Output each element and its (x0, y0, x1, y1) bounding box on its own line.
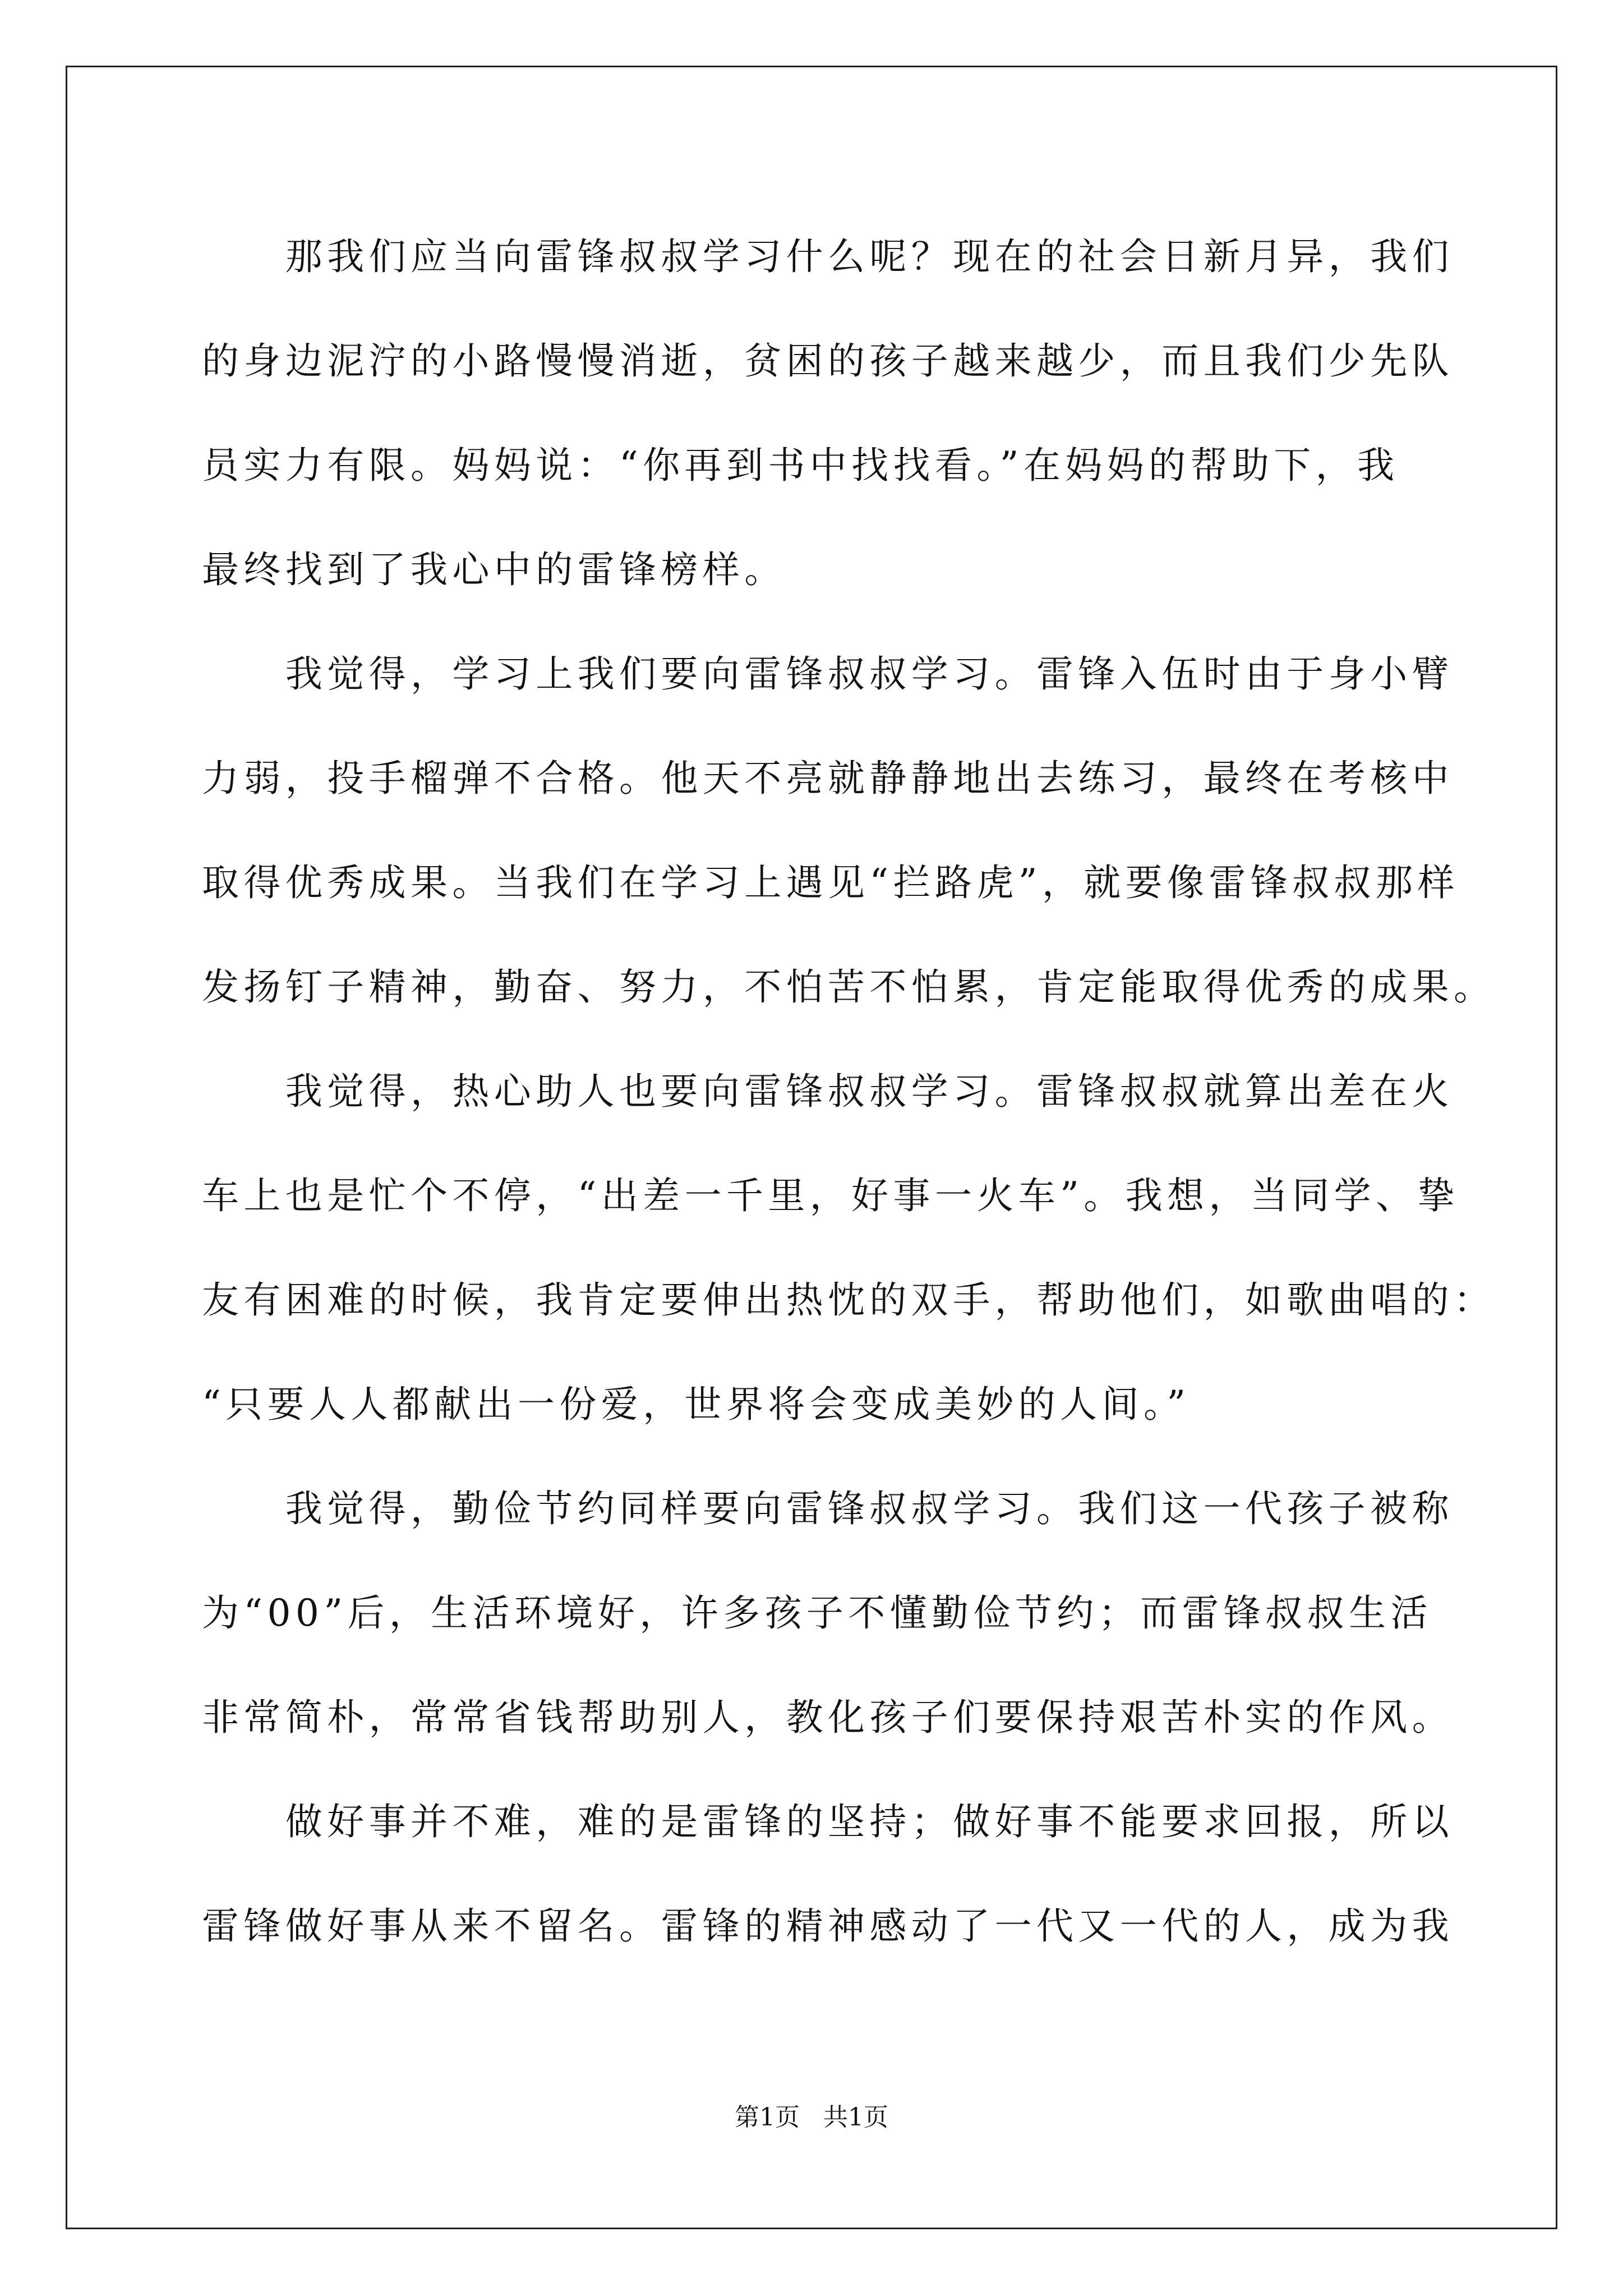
text-line: 取得优秀成果。当我们在学习上遇见“拦路虎”，就要像雷锋叔叔那样 (202, 861, 1459, 904)
page-footer: 第1页 共1页 (735, 2103, 888, 2132)
text-line: 的身边泥泞的小路慢慢消逝，贫困的孩子越来越少，而且我们少先队 (202, 339, 1454, 383)
text-line: 车上也是忙个不停，“出差一千里，好事一火车”。我想，当同学、挚 (202, 1174, 1459, 1217)
text-line: 雷锋做好事从来不留名。雷锋的精神感动了一代又一代的人，成为我 (202, 1904, 1454, 1948)
text-line: 我觉得，学习上我们要向雷锋叔叔学习。雷锋入伍时由于身小臂 (202, 652, 1454, 696)
text-line: “只要人人都献出一份爱，世界将会变成美妙的人间。” (202, 1383, 1191, 1426)
text-line: 发扬钉子精神，勤奋、努力，不怕苦不怕累，肯定能取得优秀的成果。 (202, 965, 1496, 1009)
text-line: 非常简朴，常常省钱帮助别人，教化孩子们要保持艰苦朴实的作风。 (202, 1696, 1454, 1739)
text-line: 力弱，投手榴弹不合格。他天不亮就静静地出去练习，最终在考核中 (202, 757, 1454, 800)
text-line: 做好事并不难，难的是雷锋的坚持；做好事不能要求回报，所以 (202, 1800, 1454, 1843)
text-line: 我觉得，勤俭节约同样要向雷锋叔叔学习。我们这一代孩子被称 (202, 1487, 1454, 1530)
text-line: 那我们应当向雷锋叔叔学习什么呢？现在的社会日新月异，我们 (202, 235, 1454, 278)
text-line: 为“00”后，生活环境好，许多孩子不懂勤俭节约；而雷锋叔叔生活 (202, 1591, 1432, 1635)
text-line: 我觉得，热心助人也要向雷锋叔叔学习。雷锋叔叔就算出差在火 (202, 1070, 1454, 1113)
document-body (202, 205, 1496, 1978)
text-line: 友有困难的时候，我肯定要伸出热忱的双手，帮助他们，如歌曲唱的： (202, 1278, 1496, 1322)
text-line: 员实力有限。妈妈说：“你再到书中找找看。”在妈妈的帮助下，我 (202, 444, 1399, 487)
text-line: 最终找到了我心中的雷锋榜样。 (202, 548, 786, 591)
